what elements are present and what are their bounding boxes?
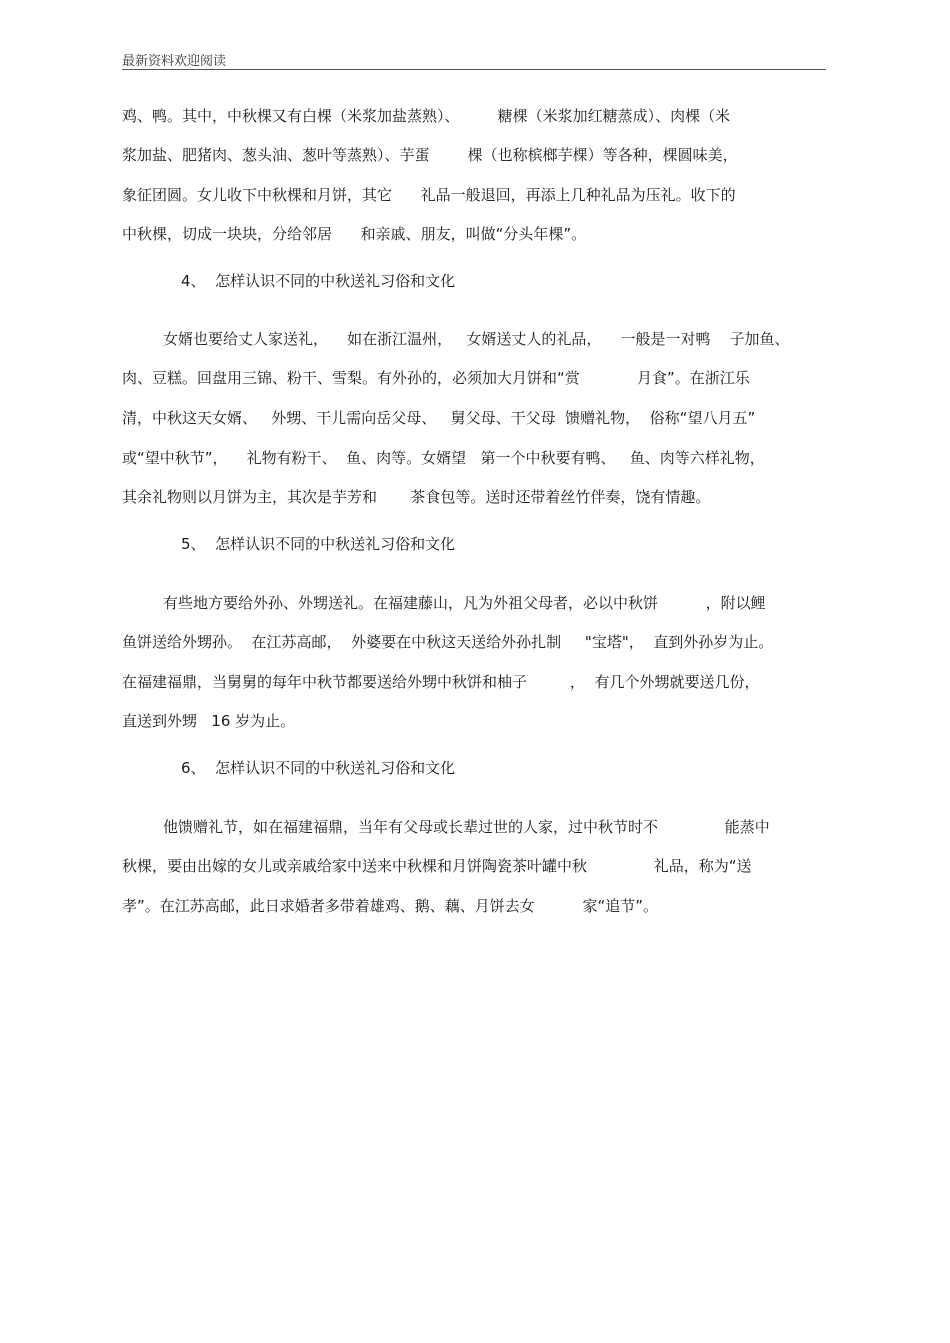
page-header: 最新资料欢迎阅读 — [122, 54, 227, 69]
paragraph-line: 鸡、鸭。其中，中秋棵又有白棵（米浆加盐蒸熟）、 糖棵（米浆加红糖蒸成）、肉棵（米 — [122, 107, 731, 125]
paragraph-line: 秋棵，要由出嫁的女儿或亲戚给家中送来中秋棵和月饼陶瓷茶叶罐中秋 礼品，称为“送 — [122, 857, 752, 875]
paragraph-line: 象征团圆。女儿收下中秋棵和月饼，其它 礼品一般退回，再添上几种礼品为压礼。收下的 — [122, 186, 736, 204]
section-heading-6: 6、 怎样认识不同的中秋送礼习俗和文化 — [181, 759, 456, 777]
paragraph-line: 直送到外甥 16 岁为止。 — [122, 712, 296, 730]
paragraph-line: 浆加盐、肥猪肉、葱头油、葱叶等蒸熟）、芋蛋 棵（也称槟榔芋棵）等各种，棵圆味美， — [122, 146, 738, 164]
paragraph-line: 鱼饼送给外甥孙。 在江苏高邮， 外婆要在中秋这天送给外孙扎制 "宝塔"， 直到外孙岁为止。 — [122, 633, 774, 651]
section-heading-5: 5、 怎样认识不同的中秋送礼习俗和文化 — [181, 535, 456, 553]
paragraph-line: 清，中秋这天女婿、 外甥、干儿需向岳父母、 舅父母、干父母 馈赠礼物， 俗称“望八月五” — [122, 409, 756, 427]
paragraph-line: 中秋棵，切成一块块，分给邻居 和亲戚、朋友，叫做“分头年棵”。 — [122, 225, 587, 243]
header-divider — [122, 69, 826, 70]
paragraph-line: 或“望中秋节”， 礼物有粉干、 鱼、肉等。女婿望 第一个中秋要有鸭、 鱼、肉等六样礼物， — [122, 449, 765, 467]
paragraph-line: 肉、豆糕。回盘用三锦、粉干、雪梨。有外孙的，必须加大月饼和“赏 月食”。在浙江乐 — [122, 369, 750, 387]
section-heading-4: 4、 怎样认识不同的中秋送礼习俗和文化 — [181, 272, 456, 290]
paragraph-line: 在福建福鼎，当舅舅的每年中秋节都要送给外甥中秋饼和柚子 ， 有几个外甥就要送几份， — [122, 673, 760, 691]
paragraph-line: 他馈赠礼节，如在福建福鼎，当年有父母或长辈过世的人家，过中秋节时不 能蒸中 — [163, 818, 770, 836]
paragraph-line: 其余礼物则以月饼为主，其次是芋芳和 茶食包等。送时还带着丝竹伴奏，饶有情趣。 — [122, 488, 711, 506]
paragraph-line: 女婿也要给丈人家送礼， 如在浙江温州， 女婿送丈人的礼品， 一般是一对鸭 子加鱼、 — [163, 330, 790, 348]
paragraph-line: 孝”。在江苏高邮，此日求婚者多带着雄鸡、鹅、藕、月饼去女 家“追节”。 — [122, 897, 658, 915]
paragraph-line: 有些地方要给外孙、外甥送礼。在福建藤山，凡为外祖父母者，必以中秋饼 ，附以鲤 — [163, 594, 766, 612]
